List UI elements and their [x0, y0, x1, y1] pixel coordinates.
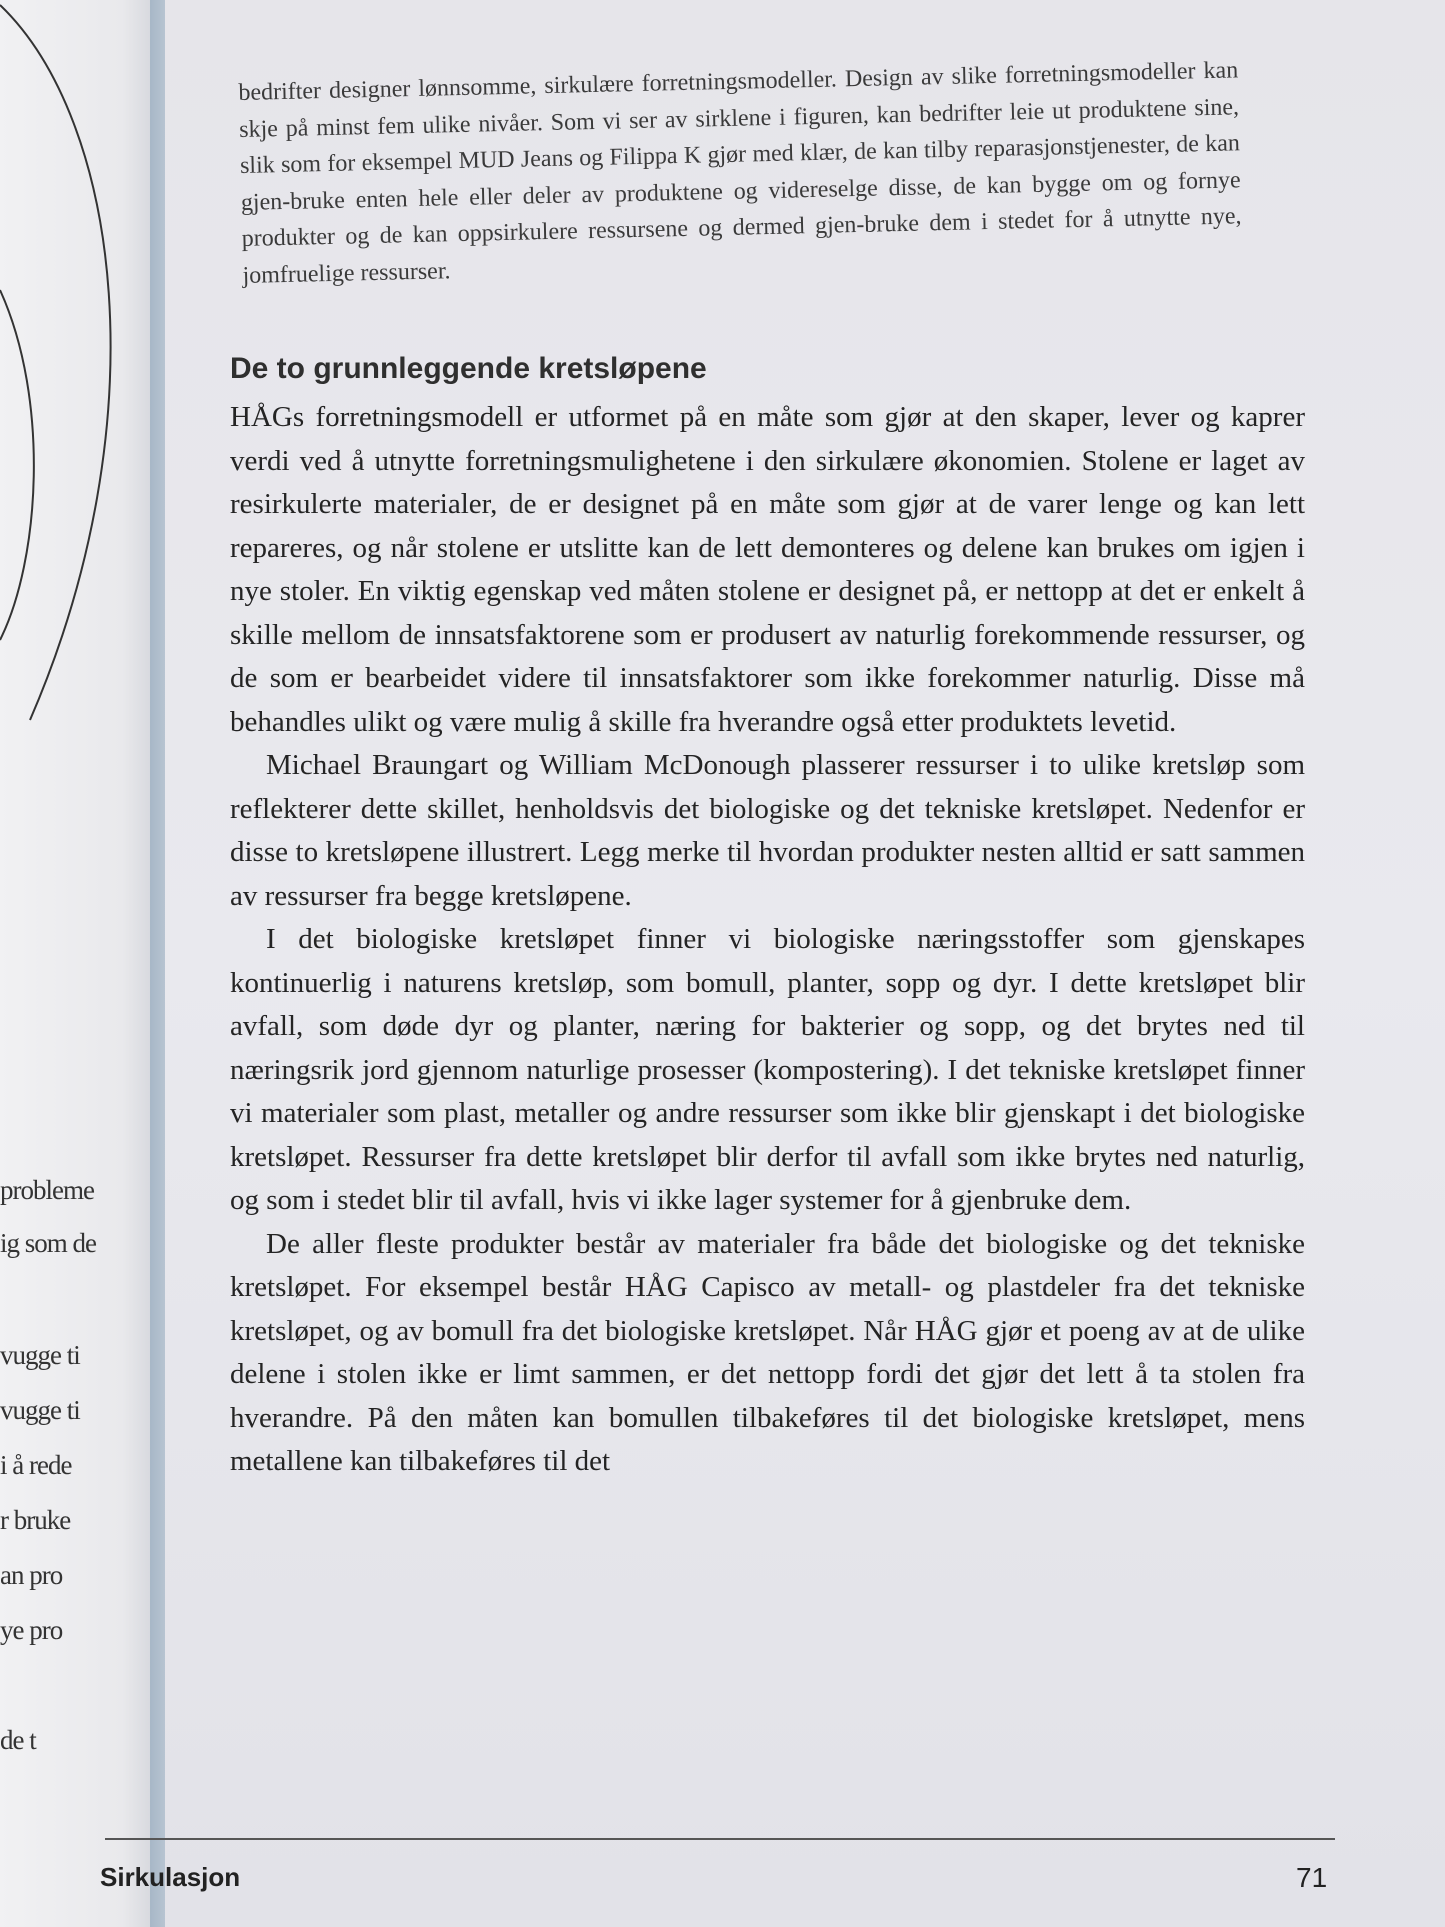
prev-page-fragment: probleme	[0, 1175, 94, 1205]
previous-page	[0, 0, 175, 1927]
page-number: 71	[1296, 1862, 1328, 1893]
prev-page-fragment: ye pro	[0, 1615, 63, 1645]
paragraph: Michael Braungart og William McDonough plasserer ressurser i to ulike kretsløp som reflekterer dette skillet, henholdsvis det biologiske og det tekniske kretsløpet. Nedenfor er disse to kretsløpene illustrert. Legg merke til hvordan produkter nesten alltid er satt sammen av ressurser fra begge kretsløpene.	[230, 749, 1305, 912]
paragraph: HÅGs forretningsmodell er utformet på en måte som gjør at den skaper, lever og kaprer verdi ved å utnytte forretningsmulighetene i den sirkulære økonomien. Stolene er laget av resirkulerte materialer, de er designet på en måte som gjør at de varer lenge og kan lett repareres, og når stolene er utslitte kan de lett demonteres og delene kan brukes om igjen i nye stoler. En viktig egenskap ved måten stolene er designet på, er nettopp at det er enkelt å skille mellom de innsatsfaktorene som er produsert av naturlig forekommende ressurser, og de som er bearbeidet videre til innsatsfaktorer som ikke forekommer naturlig. Disse må behandles ulikt og være mulig å skille fra hverandre også etter produktets levetid.	[230, 401, 1305, 738]
footer-rule	[105, 1838, 1335, 1840]
prev-page-fragment: vugge ti	[0, 1340, 80, 1370]
paragraph: I det biologiske kretsløpet finner vi biologiske næringsstoffer som gjenskapes kontinuerlig i naturens kretsløp, som bomull, planter, sopp og dyr. I dette kretsløpet blir avfall, som døde dyr og planter, næring for bakterier og sopp, og det brytes ned til næringsrik jord gjennom naturlige prosesser (kompostering). I det tekniske kretsløpet finner vi materialer som plast, metaller og andre ressurser som ikke blir gjenskapt i det biologiske kretsløpet. Ressurser fra dette kretsløpet blir derfor til avfall som ikke brytes ned naturlig, og som i stedet blir til avfall, hvis vi ikke lager systemer for å gjenbruke dem.	[230, 923, 1305, 1216]
prev-page-fragment: vugge ti	[0, 1395, 80, 1425]
paragraph: De aller fleste produkter består av materialer fra både det biologiske og det tekniske kretsløpet. For eksempel består HÅG Capisco av metall- og plastdeler fra det tekniske kretsløpet, og av bomull fra det biologiske kretsløpet. Når HÅG gjør et poeng av at de ulike delene i stolen ikke er limt sammen, er det nettopp fordi det gjør det lett å ta stolen fra hverandre. På den måten kan bomullen tilbakeføres til det biologiske kretsløpet, mens metallene kan tilbakeføres til det	[230, 1227, 1305, 1477]
section-heading: De to grunnleggende kretsløpene	[230, 352, 707, 385]
prev-page-fragment: ig som de	[0, 1228, 96, 1258]
prev-page-fragment: an pro	[0, 1560, 63, 1590]
footer-section-title: Sirkulasjon	[100, 1862, 241, 1892]
prev-page-fragment: de t	[0, 1725, 36, 1755]
body-text	[230, 396, 1305, 1484]
prev-page-fragment: r bruke	[0, 1505, 71, 1535]
prev-page-fragment: i å rede	[0, 1450, 72, 1480]
intro-paragraph: bedrifter designer lønnsomme, sirkulære forretningsmodeller. Design av slike forretningsmodeller kan skje på minst fem ulike nivåer. Som vi ser av sirklene i figuren, kan bedrifter leie ut produktene sine, slik som for eksempel MUD Jeans og Filippa K gjør med klær, de kan tilby reparasjonstjenester, de kan gjen-bruke enten hele eller deler av produktene og videreselge disse, de kan bygge om og fornye produkter og de kan oppsirkulere ressursene og dermed gjen-bruke dem i stedet for å utnytte nye, jomfruelige ressurser.	[238, 57, 1242, 289]
page-content	[230, 57, 1330, 1484]
